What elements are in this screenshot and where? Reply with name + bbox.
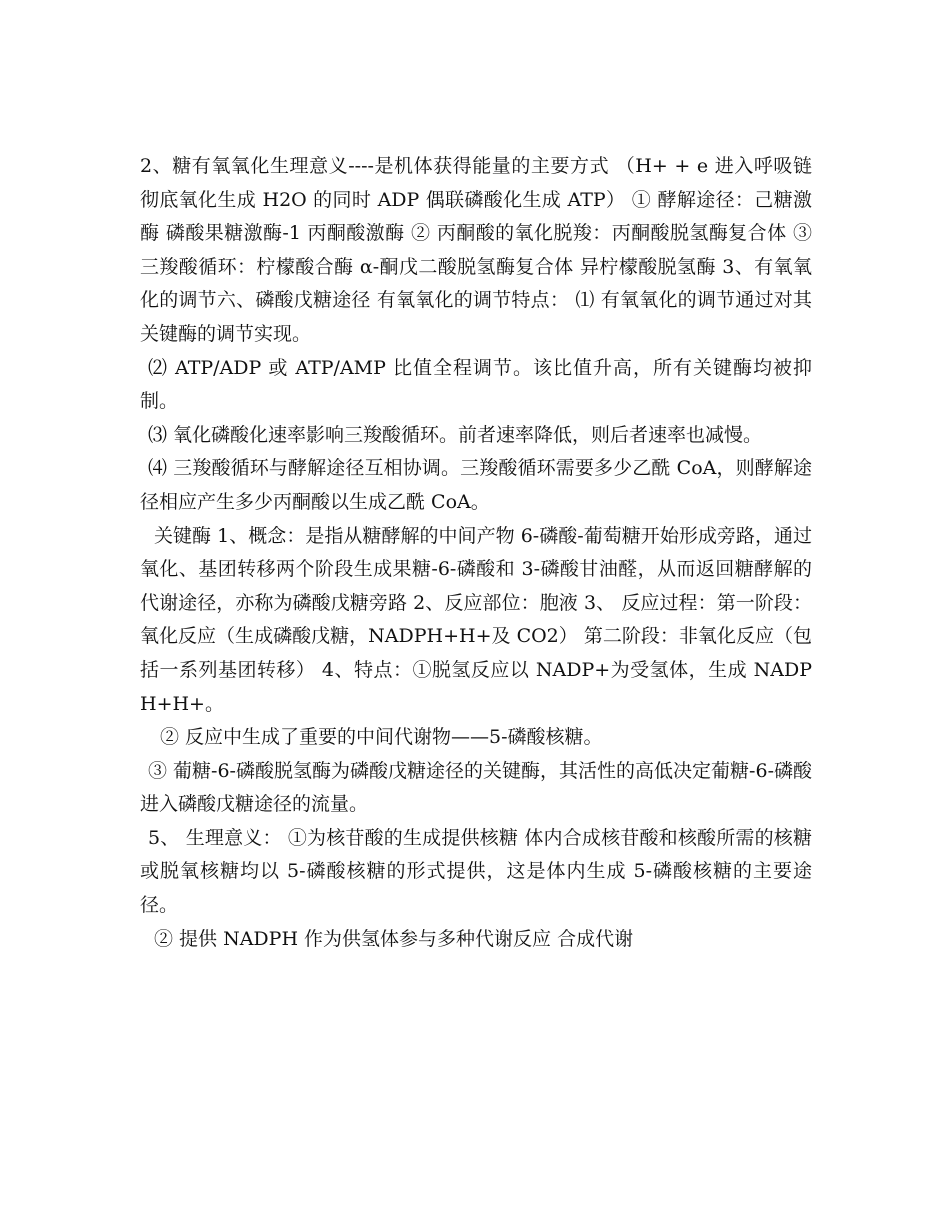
paragraph-tca-glycolysis: ⑷ 三羧酸循环与酵解途径互相协调。三羧酸循环需要多少乙酰 CoA，则酵解途径相应产生多少丙酮酸以生成乙酰 CoA。	[140, 457, 812, 513]
paragraph-physiological-significance: 5、 生理意义： ①为核苷酸的生成提供核糖 体内合成核苷酸和核酸所需的核糖或脱氧核糖均以 5-磷酸核糖的形式提供，这是体内生成 5-磷酸核糖的主要途径。	[140, 826, 812, 917]
paragraph-aerobic-oxidation: 2、糖有氧氧化生理意义----是机体获得能量的主要方式 （H+ + e 进入呼吸链彻底氧化生成 H2O 的同时 ADP 偶联磷酸化生成 ATP） ① 酵解途径：己糖激酶 磷酸果糖激酶-1 丙酮酸激酶 ② 丙酮酸的氧化脱羧：丙酮酸脱氢酶复合体 ③ 三羧酸循环：柠檬酸合酶 α-酮戊二酸脱氢酶复合体 异柠檬酸脱氢酶 3、有氧氧化的调节六、磷酸戊糖途径 有氧氧化的调节特点： ⑴ 有氧氧化的调节通过对其关键酶的调节实现。	[140, 155, 812, 345]
document-page	[140, 150, 812, 956]
paragraph-atp-ratio: ⑵ ATP/ADP 或 ATP/AMP 比值全程调节。该比值升高，所有关键酶均被抑制。	[140, 356, 812, 413]
paragraph-nadph: ② 提供 NADPH 作为供氢体参与多种代谢反应 合成代谢	[154, 927, 634, 950]
paragraph-ribose-5-phosphate: ② 反应中生成了重要的中间代谢物——5-磷酸核糖。	[160, 726, 603, 749]
paragraph-pentose-phosphate: 关键酶 1、概念：是指从糖酵解的中间产物 6-磷酸-葡萄糖开始形成旁路，通过氧化、基团转移两个阶段生成果糖-6-磷酸和 3-磷酸甘油醛，从而返回糖酵解的代谢途径，亦称为磷酸戊糖旁路 2、反应部位：胞液 3、 反应过程：第一阶段：氧化反应（生成磷酸戊糖，NADPH+H+及 CO2） 第二阶段：非氧化反应（包括一系列基团转移） 4、特点：①脱氢反应以 NADP+为受氢体，生成 NADPH+H+。	[140, 524, 812, 715]
paragraph-oxidative-phosphorylation: ⑶ 氧化磷酸化速率影响三羧酸循环。前者速率降低，则后者速率也减慢。	[148, 423, 763, 446]
paragraph-g6pd: ③ 葡糖-6-磷酸脱氢酶为磷酸戊糖途径的关键酶，其活性的高低决定葡糖-6-磷酸进入磷酸戊糖途径的流量。	[140, 759, 812, 816]
